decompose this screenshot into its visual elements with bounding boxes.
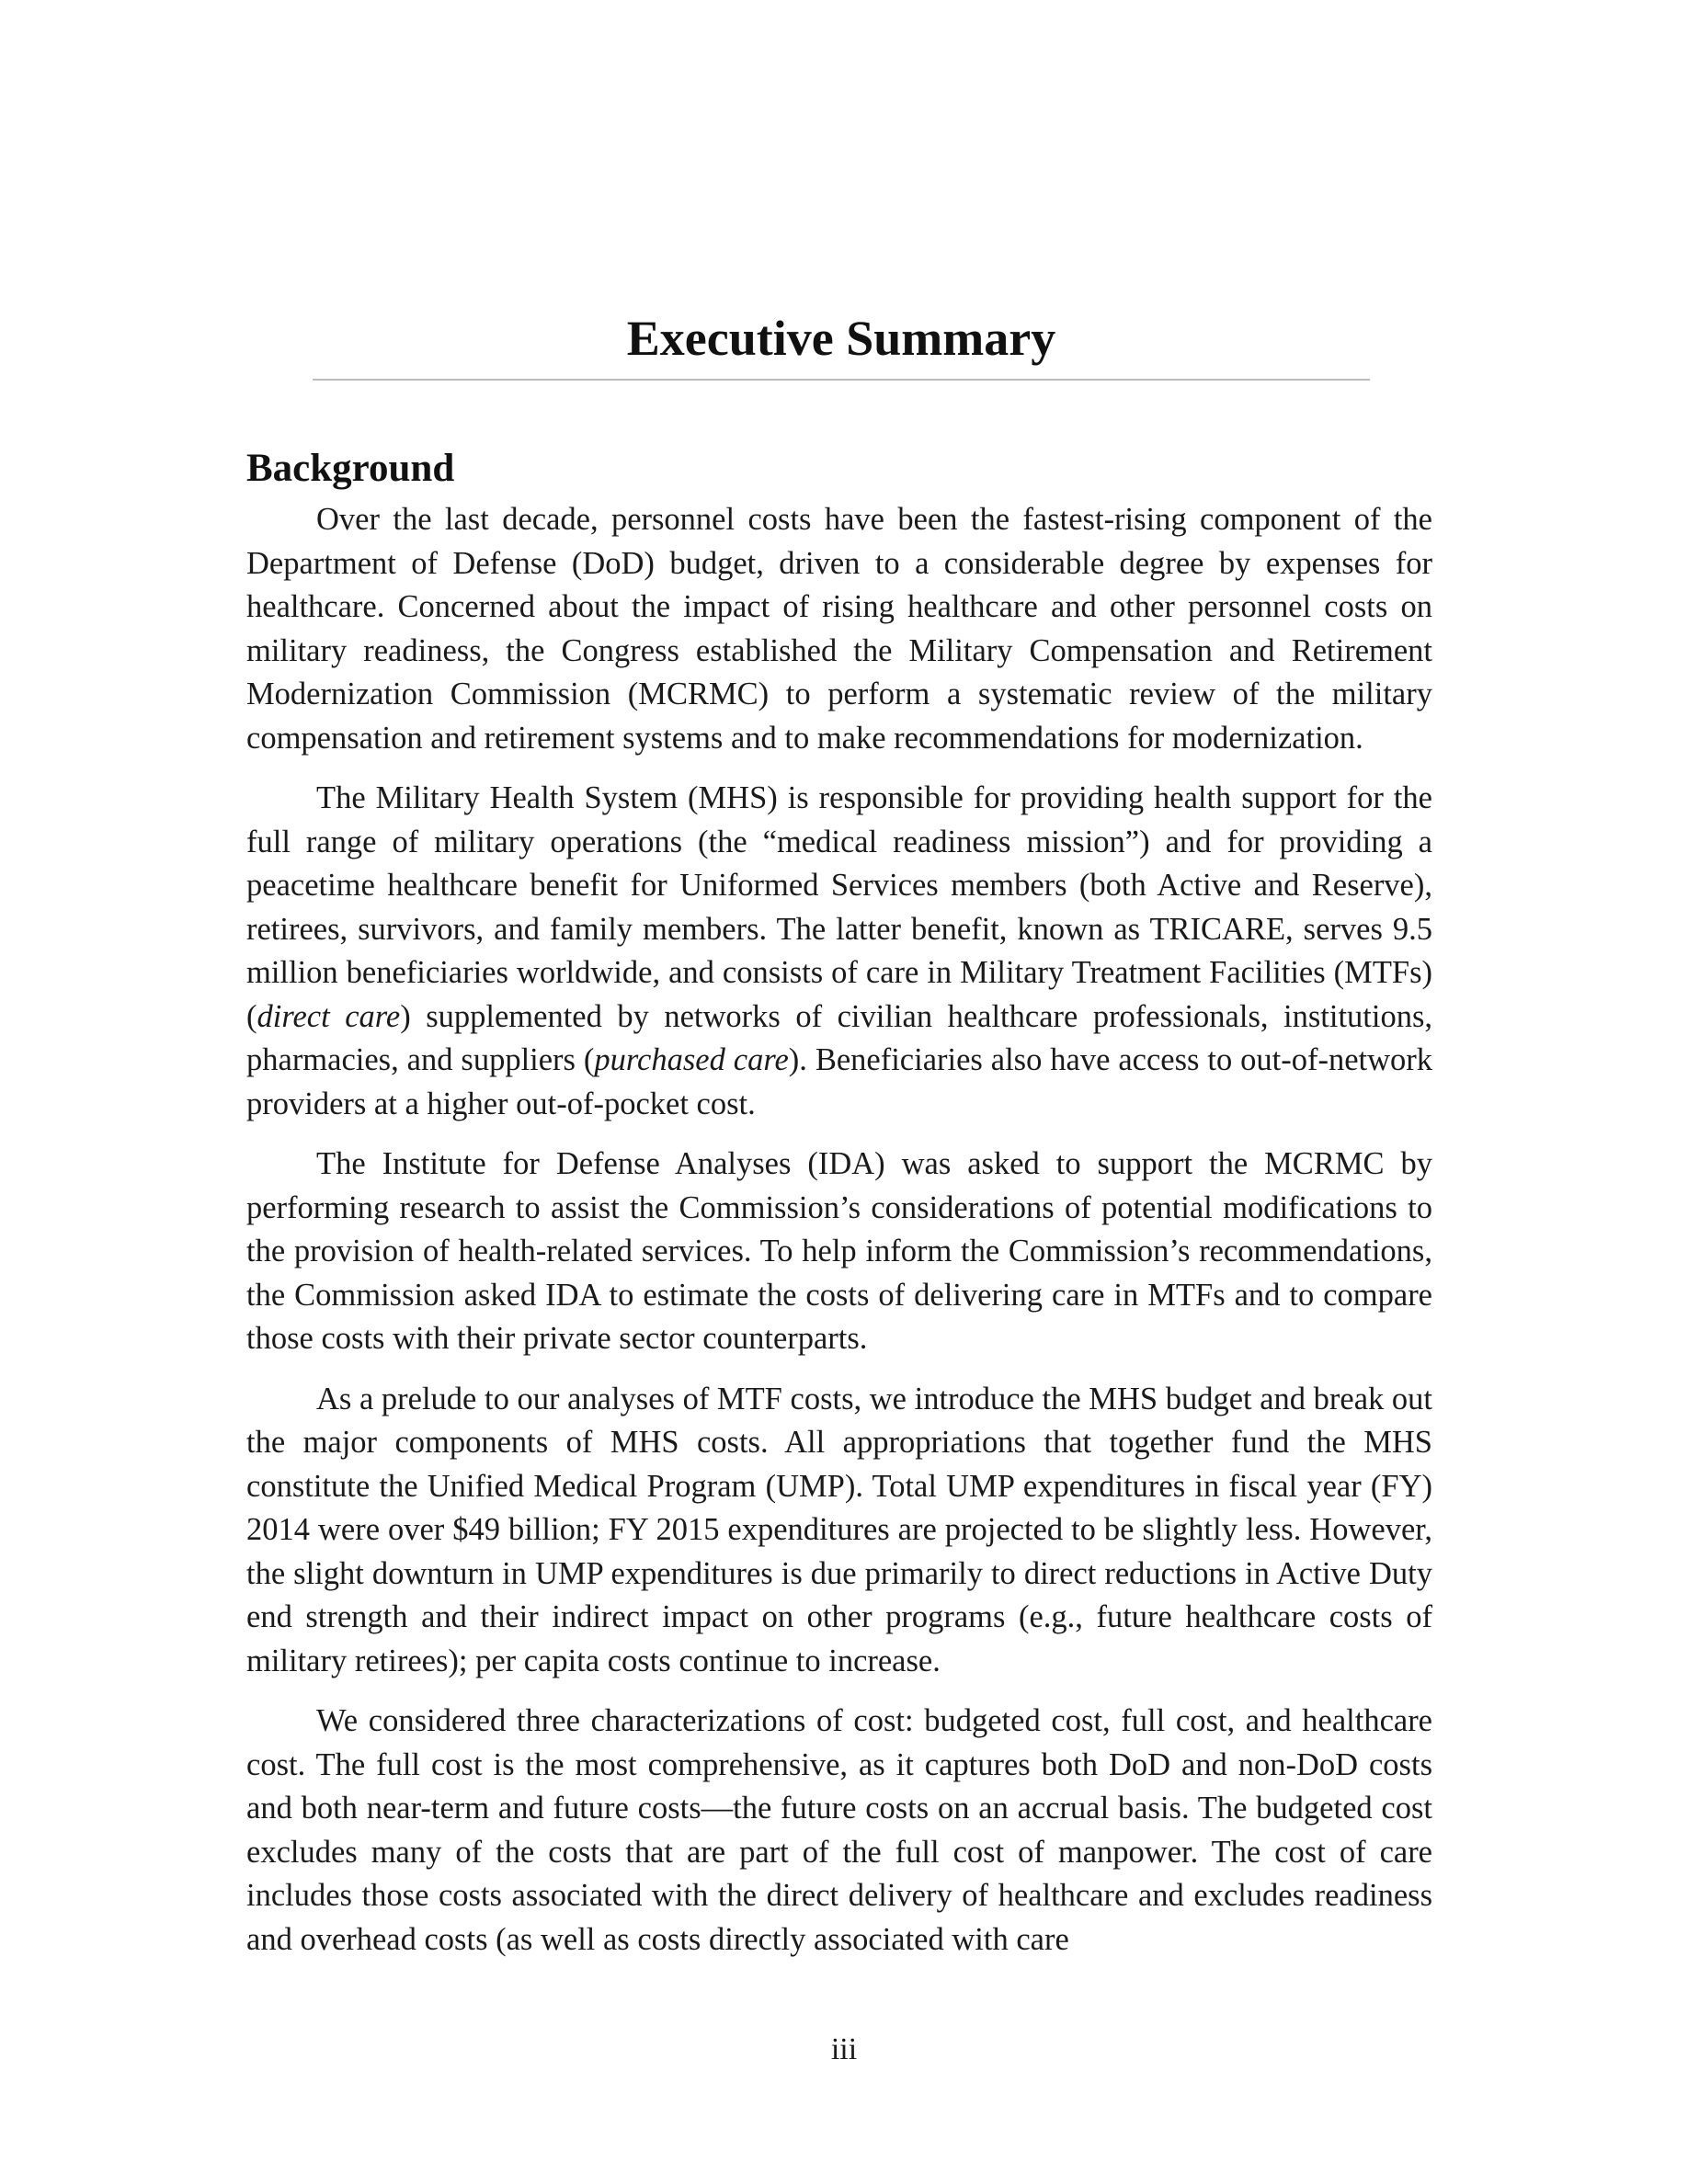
- paragraph-4: As a prelude to our analyses of MTF costs, we introduce the MHS budget and break out the major components of MHS costs. All appropriations that together fund the MHS constitute the Unified Medical Program (UMP). Total UMP expenditures in fiscal year (FY) 2014 were over $49 billion; FY 2015 expenditures are projected to be slightly less. However, the slight downturn in UMP expenditures is due primarily to direct reductions in Active Duty end strength and their indirect impact on other programs (e.g., future healthcare costs of military retirees); per capita costs continue to increase.: [246, 1381, 1432, 1678]
- paragraph-2-emphasis-direct-care: direct care: [257, 998, 401, 1034]
- paragraph-2-emphasis-purchased-care: purchased care: [594, 1042, 789, 1077]
- section-heading-background: Background: [246, 447, 455, 490]
- paragraph-3: The Institute for Defense Analyses (IDA) was asked to support the MCRMC by performing research to assist the Commission’s considerations of potential modifications to the provision of health-related services. To help inform the Commission’s recommendations, the Commission asked IDA to estimate the costs of delivering care in MTFs and to compare those costs with their private sector counterparts.: [246, 1146, 1432, 1356]
- paragraph-2-part-3: ). Beneficiaries also have access to out-of-network providers at a higher out-of-pocket cost.: [246, 1042, 1432, 1121]
- page-title: Executive Summary: [626, 311, 1056, 366]
- title-divider: [313, 379, 1370, 381]
- paragraph-1: Over the last decade, personnel costs have been the fastest-rising component of the Department of Defense (DoD) budget, driven to a considerable degree by expenses for healthcare. Concerned about the impact of rising healthcare and other personnel costs on military readiness, the Congress established the Military Compensation and Retirement Modernization Commission (MCRMC) to perform a systematic review of the military compensation and retirement systems and to make recommendations for modernization.: [246, 502, 1432, 756]
- paragraph-2-part-1: The Military Health System (MHS) is responsible for providing health support for the full range of military operations (the “medical readiness mission”) and for providing a peacetime healthcare benefit for Uniformed Services members (both Active and Reserve), retirees, survivors, and family members. The latter benefit, known as TRICARE, serves 9.5 million beneficiaries worldwide, and consists of care in Military Treatment Facilities (MTFs) (: [246, 780, 1432, 1034]
- title-block: [313, 303, 1370, 373]
- main-content: [246, 441, 1432, 1978]
- page-number: iii: [830, 2032, 858, 2066]
- paragraph-2-part-2: ) supplemented by networks of civilian healthcare professionals, institutions, pharmacies, and suppliers (: [246, 998, 1432, 1077]
- paragraph-5: We considered three characterizations of cost: budgeted cost, full cost, and healthcare cost. The full cost is the most comprehensive, as it captures both DoD and non-DoD costs and both near-term and future costs—the future costs on an accrual basis. The budgeted cost excludes many of the costs that are part of the full cost of manpower. The cost of care includes those costs associated with the direct delivery of healthcare and excludes readiness and overhead costs (as well as costs directly associated with care: [246, 1703, 1432, 1957]
- paragraph-2: [246, 777, 1432, 1126]
